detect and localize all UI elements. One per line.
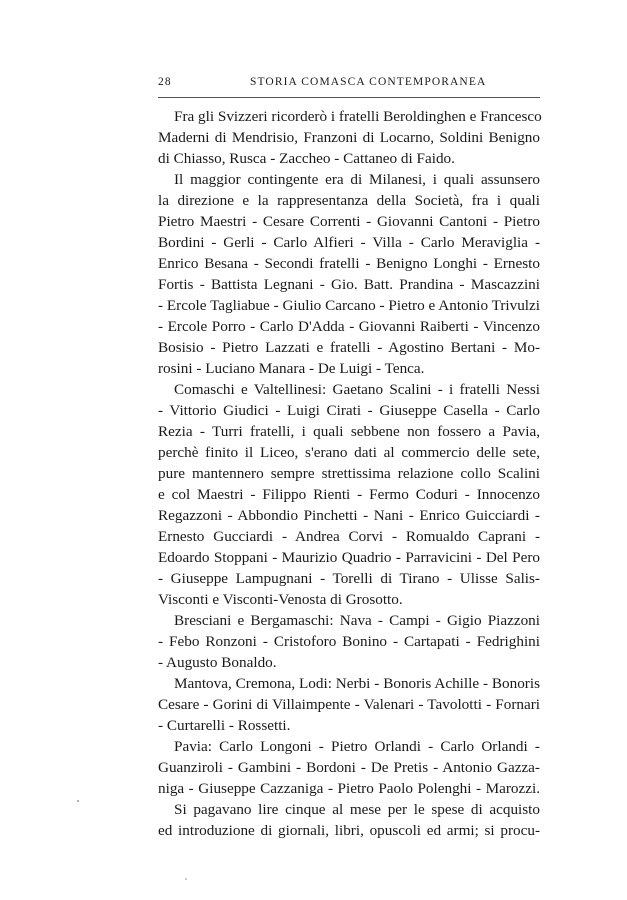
- text-line: Rezia - Turri fratelli, i quali sebbene non fossero a Pavia,: [158, 423, 540, 440]
- text-line: pure mantennero sempre strettissima relazione collo Scalini: [158, 465, 540, 482]
- text-line: ed introduzione di giornali, libri, opuscoli ed armi; si procu-: [158, 822, 540, 839]
- text-line: Regazzoni - Abbondio Pinchetti - Nani - Enrico Guicciardi -: [158, 507, 540, 524]
- text-line: - Augusto Bonaldo.: [158, 654, 277, 671]
- text-line: Visconti e Visconti-Venosta di Grosotto.: [158, 591, 403, 608]
- text-line: Comaschi e Valtellinesi: Gaetano Scalini - i fratelli Nessi: [174, 381, 540, 398]
- text-line: perchè finito il Liceo, s'erano dati al commercio delle sete,: [158, 444, 540, 461]
- text-line: Bosisio - Pietro Lazzati e fratelli - Agostino Bertani - Mo-: [158, 339, 540, 356]
- text-line: rosini - Luciano Manara - De Luigi - Tenca.: [158, 360, 425, 377]
- text-line: Fra gli Svizzeri ricorderò i fratelli Beroldinghen e Francesco: [174, 108, 542, 125]
- text-line: - Vittorio Giudici - Luigi Cirati - Giuseppe Casella - Carlo: [158, 402, 540, 419]
- text-line: Pietro Maestri - Cesare Correnti - Giovanni Cantoni - Pietro: [158, 213, 540, 230]
- text-line: Ernesto Gucciardi - Andrea Corvi - Romualdo Caprani -: [158, 528, 540, 545]
- text-line: Bordini - Gerli - Carlo Alfieri - Villa - Carlo Meraviglia -: [158, 234, 540, 251]
- text-line: niga - Giuseppe Cazzaniga - Pietro Paolo Polenghi - Marozzi.: [158, 780, 540, 797]
- text-line: - Ercole Porro - Carlo D'Adda - Giovanni Raiberti - Vincenzo: [158, 318, 540, 335]
- text-line: la direzione e la rappresentanza della Società, fra i quali: [158, 192, 540, 209]
- text-line: Guanziroli - Gambini - Bordoni - De Pretis - Antonio Gazza-: [158, 759, 540, 776]
- text-line: - Ercole Tagliabue - Giulio Carcano - Pietro e Antonio Trivulzi: [158, 297, 540, 314]
- text-line: Il maggior contingente era di Milanesi, i quali assunsero: [174, 171, 540, 188]
- running-title: STORIA COMASCA CONTEMPORANEA: [250, 76, 487, 88]
- scan-speck: [77, 800, 79, 802]
- running-head: [158, 76, 540, 92]
- text-line: Edoardo Stoppani - Maurizio Quadrio - Parravicini - Del Pero: [158, 549, 540, 566]
- text-line: Fortis - Battista Legnani - Gio. Batt. Prandina - Mascazzini: [158, 276, 540, 293]
- text-line: Maderni di Mendrisio, Franzoni di Locarno, Soldini Benigno: [158, 129, 540, 146]
- text-line: di Chiasso, Rusca - Zaccheo - Cattaneo di Faido.: [158, 150, 455, 167]
- text-line: - Febo Ronzoni - Cristoforo Bonino - Cartapati - Fedrighini: [158, 633, 540, 650]
- body-text: [158, 106, 540, 841]
- scan-speck: [185, 878, 187, 880]
- page-number: 28: [158, 76, 172, 88]
- header-rule: [158, 97, 540, 98]
- text-line: Cesare - Gorini di Villaimpente - Valenari - Tavolotti - Fornari: [158, 696, 540, 713]
- text-line: Mantova, Cremona, Lodi: Nerbi - Bonoris Achille - Bonoris: [174, 675, 540, 692]
- text-line: Enrico Besana - Secondi fratelli - Benigno Longhi - Ernesto: [158, 255, 540, 272]
- text-line: Si pagavano lire cinque al mese per le spese di acquisto: [174, 801, 540, 818]
- text-line: Bresciani e Bergamaschi: Nava - Campi - Gigio Piazzoni: [174, 612, 540, 629]
- text-line: e col Maestri - Filippo Rienti - Fermo Coduri - Innocenzo: [158, 486, 540, 503]
- text-line: - Giuseppe Lampugnani - Torelli di Tirano - Ulisse Salis-: [158, 570, 540, 587]
- text-line: - Curtarelli - Rossetti.: [158, 717, 291, 734]
- text-line: Pavia: Carlo Longoni - Pietro Orlandi - Carlo Orlandi -: [174, 738, 540, 755]
